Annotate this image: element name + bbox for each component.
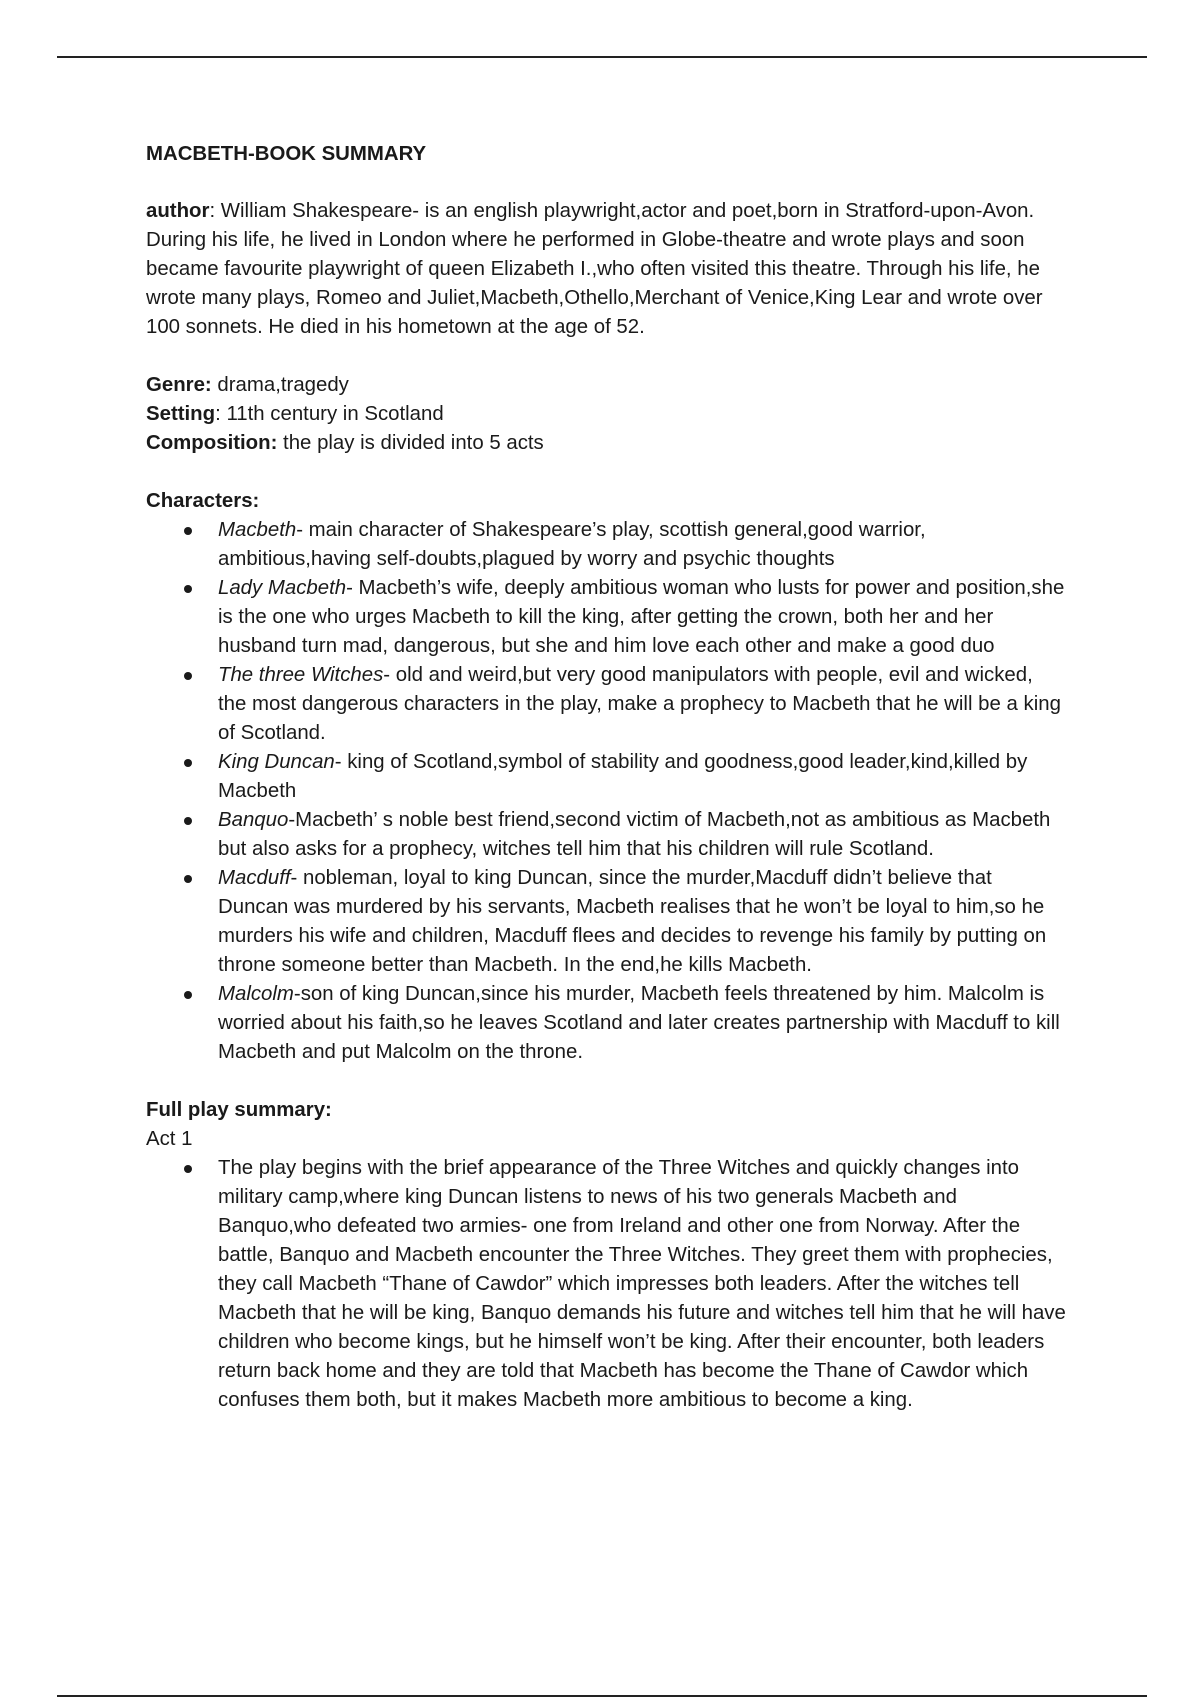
characters-list — [146, 516, 1066, 1067]
document-title: MACBETH-BOOK SUMMARY — [146, 143, 427, 165]
characters-heading: Characters: — [146, 490, 260, 512]
bullet-icon — [184, 759, 192, 767]
document-page — [146, 140, 1066, 1415]
bullet-icon — [184, 672, 192, 680]
character-name: Banquo — [218, 809, 289, 831]
summary-heading: Full play summary: — [146, 1099, 332, 1121]
genre-label: Genre: — [146, 374, 212, 396]
top-rule — [57, 56, 1147, 58]
character-desc: - king of Scotland,symbol of stability and goodness,good leader,kind,killed by Macbeth — [218, 751, 1028, 802]
character-desc: - old and weird,but very good manipulators with people, evil and wicked, the most dangerous characters in the play, make a prophecy to Macbeth that he will be a king of Scotland. — [218, 664, 1061, 744]
character-item — [146, 748, 1066, 806]
setting-line — [146, 400, 1066, 429]
character-desc: - Macbeth’s wife, deeply ambitious woman who lusts for power and position,she is the one who urges Macbeth to kill the king, after getting the crown, both her and her husband turn mad, dangerous, but she and him love each other and make a good duo — [218, 577, 1065, 657]
character-name: Lady Macbeth — [218, 577, 347, 599]
composition-label: Composition: — [146, 432, 278, 454]
bottom-rule — [57, 1695, 1147, 1697]
setting-label: Setting — [146, 403, 216, 425]
composition-text: the play is divided into 5 acts — [277, 432, 544, 454]
author-label: author — [146, 200, 210, 222]
bullet-icon — [184, 1165, 192, 1173]
character-item — [146, 980, 1066, 1067]
character-name: King Duncan — [218, 751, 335, 773]
bullet-icon — [184, 527, 192, 535]
character-desc: -son of king Duncan,since his murder, Macbeth feels threatened by him. Malcolm is worried about his faith,so he leaves Scotland and later creates partnership with Macduff to kill Macbeth and put Malcolm on the throne. — [218, 983, 1060, 1063]
author-text: : William Shakespeare- is an english playwright,actor and poet,born in Stratford-upon-Avon. During his life, he lived in London where he performed in Globe-theatre and wrote plays and soon became favourite playwright of queen Elizabeth I.,who often visited this theatre. Through his life, he wrote many plays, Romeo and Juliet,Macbeth,Othello,Merchant of Venice,King Lear and wrote over 100 sonnets. He died in his hometown at the age of 52. — [146, 200, 1043, 338]
summary-list — [146, 1154, 1066, 1415]
summary-item — [146, 1154, 1066, 1415]
character-desc: - main character of Shakespeare’s play, scottish general,good warrior, ambitious,having self-doubts,plagued by worry and psychic thoughts — [218, 519, 926, 570]
author-paragraph — [146, 197, 1066, 342]
character-item — [146, 806, 1066, 864]
character-name: Malcolm — [218, 983, 294, 1005]
act-label: Act 1 — [146, 1128, 193, 1150]
composition-line — [146, 429, 1066, 458]
character-item — [146, 661, 1066, 748]
character-item — [146, 864, 1066, 980]
bullet-icon — [184, 817, 192, 825]
character-name: Macbeth — [218, 519, 297, 541]
character-name: Macduff — [218, 867, 291, 889]
setting-text: : 11th century in Scotland — [215, 403, 444, 425]
genre-line — [146, 371, 1066, 400]
character-item — [146, 516, 1066, 574]
character-name: The three Witches — [218, 664, 384, 686]
summary-text: The play begins with the brief appearance of the Three Witches and quickly changes into military camp,where king Duncan listens to news of his two generals Macbeth and Banquo,who defeated two armies- one from Ireland and other one from Norway. After the battle, Banquo and Macbeth encounter the Three Witches. They greet them with prophecies, they call Macbeth “Thane of Cawdor” which impresses both leaders. After the witches tell Macbeth that he will be king, Banquo demands his future and witches tell him that he will have children who become kings, but he himself won’t be king. After their encounter, both leaders return back home and they are told that Macbeth has become the Thane of Cawdor which confuses them both, but it makes Macbeth more ambitious to become a king. — [218, 1157, 1066, 1411]
character-desc: -Macbeth’ s noble best friend,second victim of Macbeth,not as ambitious as Macbeth but also asks for a prophecy, witches tell him that his children will rule Scotland. — [218, 809, 1051, 860]
character-item — [146, 574, 1066, 661]
bullet-icon — [184, 991, 192, 999]
genre-text: drama,tragedy — [211, 374, 349, 396]
bullet-icon — [184, 875, 192, 883]
character-desc: - nobleman, loyal to king Duncan, since the murder,Macduff didn’t believe that Duncan was murdered by his servants, Macbeth realises that he won’t be loyal to him,so he murders his wife and children, Macduff flees and decides to revenge his family by putting on throne someone better than Macbeth. In the end,he kills Macbeth. — [218, 867, 1047, 976]
bullet-icon — [184, 585, 192, 593]
